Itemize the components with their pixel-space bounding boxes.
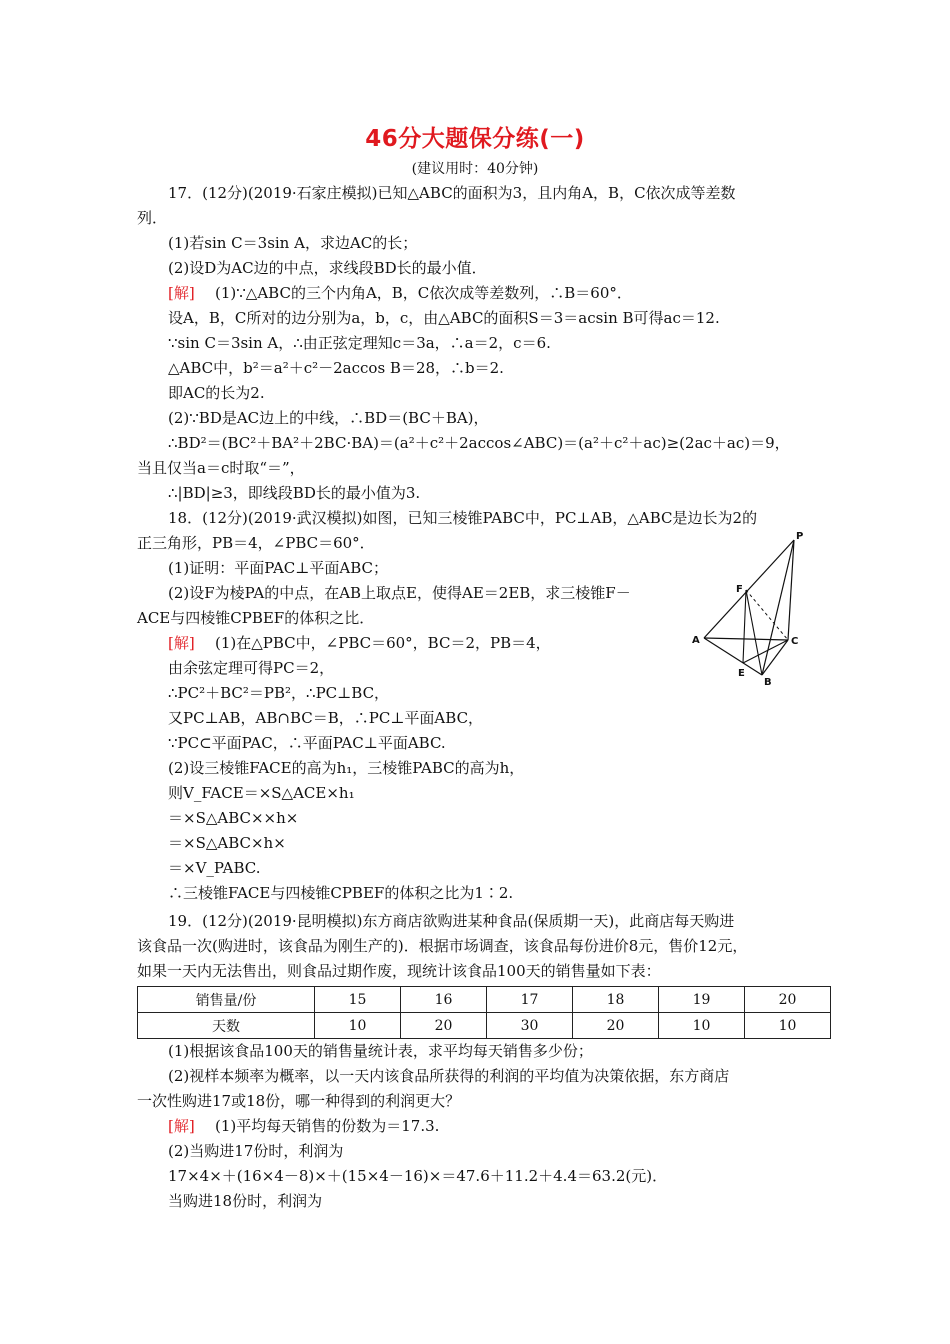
q17-solution-line9: ∴|BD|≥3，即线段BD长的最小值为3. [168, 484, 421, 502]
table-cell: 18 [573, 987, 659, 1013]
q18-solution-line4: 又PC⊥AB，AB∩BC＝B，∴PC⊥平面ABC， [168, 709, 484, 727]
table-header-cell: 天数 [138, 1013, 315, 1039]
table-cell: 19 [659, 987, 745, 1013]
edge-AC [704, 638, 788, 640]
q17-solution-line3: ∵sin C＝3sin A，∴由正弦定理知c＝3a，∴a＝2，c＝6. [168, 334, 551, 352]
edge-PB [762, 540, 794, 675]
table-cell: 17 [487, 987, 573, 1013]
q19-solution-tag: [解] [168, 1117, 195, 1135]
table-cell: 10 [659, 1013, 745, 1039]
q19-part2-cont: 一次性购进17或18份，哪一种得到的利润更大？ [137, 1092, 461, 1110]
edge-AP [704, 540, 794, 638]
edge-AB [704, 638, 762, 675]
q18-part2: (2)设F为棱PA的中点，在AB上取点E，使得AE＝2EB，求三棱锥F－ [168, 584, 631, 602]
q18-solution-line10: ＝×V_PABC. [168, 859, 261, 877]
q18-solution-line1: (1)在△PBC中，∠PBC＝60°，BC＝2，PB＝4， [215, 634, 551, 652]
q17-solution-line2: 设A，B，C所对的边分别为a，b，c，由△ABC的面积S＝3＝acsin B可得ac＝12. [168, 309, 720, 327]
table-cell: 15 [315, 987, 401, 1013]
table-cell: 10 [315, 1013, 401, 1039]
table-row [138, 1013, 831, 1039]
q19-text-line2: 该食品一次(购进时，该食品为刚生产的)．根据市场调查，该食品每份进价8元，售价12元， [137, 937, 748, 955]
label-C: C [791, 636, 799, 647]
table-cell: 20 [745, 987, 831, 1013]
table-cell: 20 [401, 1013, 487, 1039]
table-cell: 30 [487, 1013, 573, 1039]
q17-solution-line8: 当且仅当a＝c时取“＝”， [137, 459, 305, 477]
q19-solution-line1: (1)平均每天销售的份数为＝17.3. [215, 1117, 440, 1135]
q17-text-line2: 列． [137, 209, 168, 227]
q18-solution-line9: ＝×S△ABC×h× [168, 834, 286, 852]
q18-text-line2: 正三角形，PB＝4，∠PBC＝60°． [137, 534, 375, 552]
label-B: B [764, 677, 772, 688]
q18-solution-line7: 则V_FACE＝×S△ACE×h₁ [168, 784, 355, 802]
page-title: 46分大题保分练(一) [365, 126, 585, 152]
q19-part1: (1)根据该食品100天的销售量统计表，求平均每天销售多少份； [168, 1042, 593, 1060]
q18-part1: (1)证明：平面PAC⊥平面ABC； [168, 559, 388, 577]
label-A: A [692, 635, 700, 646]
q18-solution-line11: ∴三棱锥FACE与四棱锥CPBEF的体积之比为1∶2. [168, 884, 514, 902]
table-cell: 16 [401, 987, 487, 1013]
table-cell: 10 [745, 1013, 831, 1039]
q18-text-line1: 18．(12分)(2019·武汉模拟)如图，已知三棱锥PABC中，PC⊥AB，△ABC是边长为2的 [168, 509, 758, 527]
q17-solution-line1: (1)∵△ABC的三个内角A，B，C依次成等差数列，∴B＝60°． [215, 284, 632, 302]
label-E: E [738, 668, 745, 679]
q18-part2-cont: ACE与四棱锥CPBEF的体积之比． [137, 609, 375, 627]
q17-solution-line5: 即AC的长为2. [168, 384, 265, 402]
edge-FB [746, 590, 762, 675]
edge-FC-dashed [746, 590, 788, 640]
q19-part2: (2)视样本频率为概率，以一天内该食品所获得的利润的平均值为决策依据，东方商店 [168, 1067, 730, 1085]
q19-text-line1: 19．(12分)(2019·昆明模拟)东方商店欲购进某种食品(保质期一天)，此商店每天购进 [168, 912, 735, 930]
q17-solution-line7: ∴BD²＝(BC²＋BA²＋2BC·BA)＝(a²＋c²＋2accos∠ABC)＝(a²＋c²＋ac)≥(2ac＋ac)＝9， [168, 434, 790, 452]
q18-solution-tag: [解] [168, 634, 195, 652]
q17-part1: (1)若sin C＝3sin A，求边AC的长； [168, 234, 418, 252]
page-subtitle: (建议用时：40分钟) [411, 161, 539, 177]
edge-FE [743, 590, 746, 663]
q19-solution-line4: 当购进18份时，利润为 [168, 1192, 323, 1210]
pyramid-diagram [690, 530, 820, 690]
q18-solution-line8: ＝×S△ABC××h× [168, 809, 299, 827]
table-header-cell: 销售量/份 [138, 987, 315, 1013]
q18-solution-line5: ∵PC⊂平面PAC，∴平面PAC⊥平面ABC. [168, 734, 446, 752]
q17-solution-line4: △ABC中，b²＝a²＋c²－2accos B＝28，∴b＝2. [168, 359, 504, 377]
q18-solution-line3: ∴PC²＋BC²＝PB²，∴PC⊥BC， [168, 684, 390, 702]
q19-solution-line2: (2)当购进17份时，利润为 [168, 1142, 344, 1160]
pyramid-figure [690, 530, 820, 690]
q17-text-line1: 17．(12分)(2019·石家庄模拟)已知△ABC的面积为3，且内角A，B，C依次成等差数 [168, 184, 736, 202]
q17-part2: (2)设D为AC边的中点，求线段BD长的最小值． [168, 259, 487, 277]
label-P: P [796, 531, 804, 542]
q17-solution-tag: [解] [168, 284, 195, 302]
q18-solution-line2: 由余弦定理可得PC＝2， [168, 659, 335, 677]
q19-text-line3: 如果一天内无法售出，则食品过期作废，现统计该食品100天的销售量如下表： [137, 962, 661, 980]
table-row [138, 987, 831, 1013]
sales-table [137, 986, 831, 1039]
q19-solution-line3: 17×4×＋(16×4－8)×＋(15×4－16)×＝47.6＋11.2＋4.4＝63.2(元)． [168, 1167, 668, 1185]
label-F: F [736, 584, 743, 595]
q18-solution-line6: (2)设三棱锥FACE的高为h₁，三棱锥PABC的高为h， [168, 759, 525, 777]
table-cell: 20 [573, 1013, 659, 1039]
q17-solution-line6: (2)∵BD是AC边上的中线，∴BD＝(BC＋BA)， [168, 409, 489, 427]
